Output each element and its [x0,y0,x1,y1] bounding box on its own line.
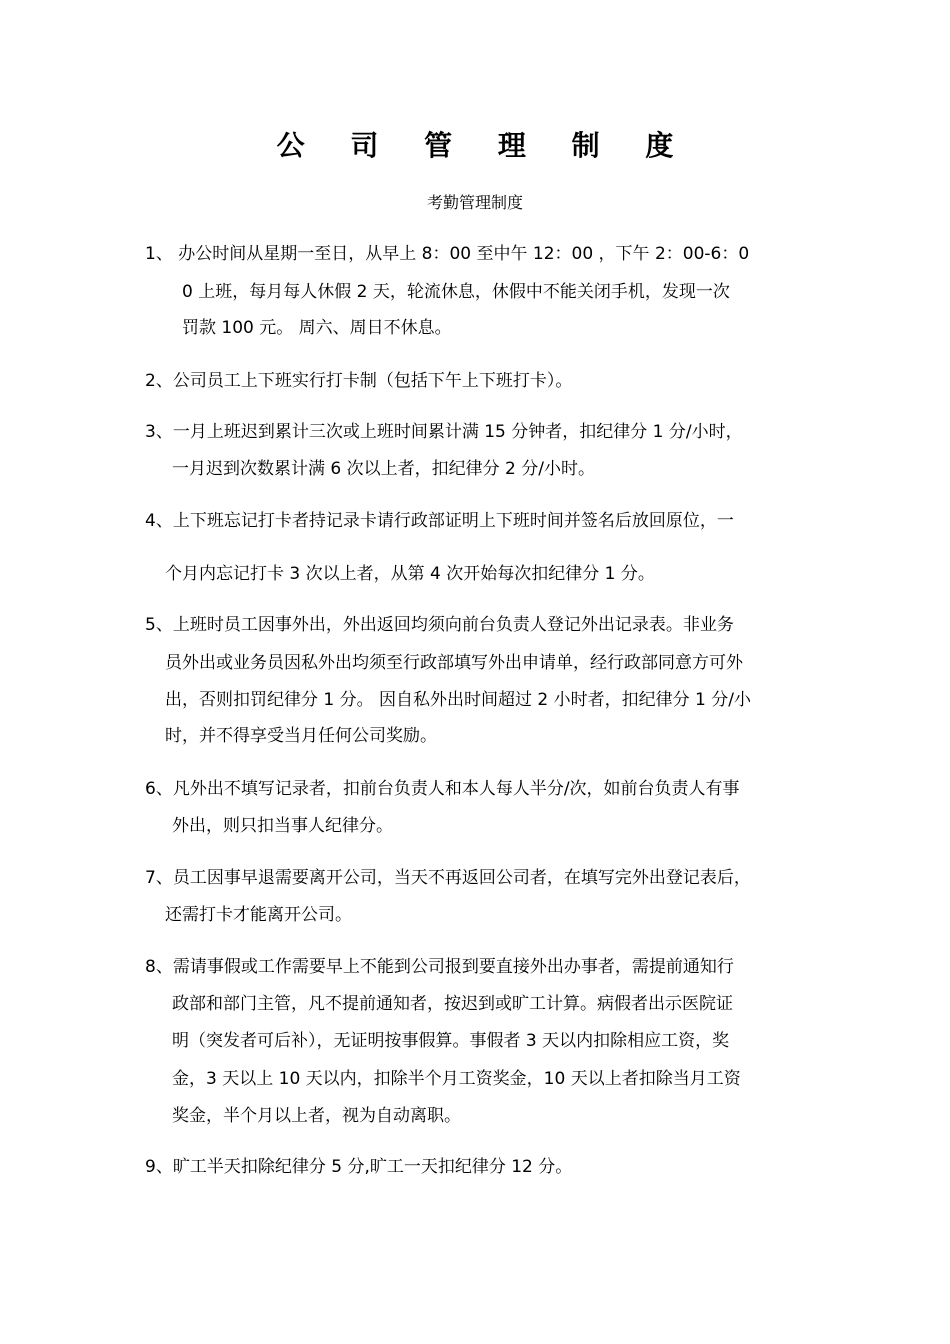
rule-1-line-1: 1、 办公时间从星期一至日，从早上 8：00 至中午 12：00 ，下午 2：00-6：0 [145,244,750,264]
rule-6-line-2: 外出，则只扣当事人纪律分。 [172,816,393,836]
rule-2-line-1: 2、公司员工上下班实行打卡制（包括下午上下班打卡）。 [145,371,573,391]
rule-4-line-2: 个月内忘记打卡 3 次以上者，从第 4 次开始每次扣纪律分 1 分。 [165,564,655,584]
document-title: 公 司 管 理 制 度 [276,129,692,162]
rule-5-line-1: 5、上班时员工因事外出，外出返回均须向前台负责人登记外出记录表。非业务 [145,615,734,635]
rule-7-line-1: 7、员工因事早退需要离开公司，当天不再返回公司者，在填写完外出登记表后， [145,868,751,888]
rule-1-line-3: 罚款 100 元。 周六、周日不休息。 [182,318,452,338]
rule-5-line-3: 出，否则扣罚纪律分 1 分。 因自私外出时间超过 2 小时者，扣纪律分 1 分/小 [165,690,752,710]
rule-4-line-1: 4、上下班忘记打卡者持记录卡请行政部证明上下班时间并签名后放回原位，一 [145,511,734,531]
rule-8-line-5: 奖金，半个月以上者，视为自动离职。 [172,1106,461,1126]
rule-8-line-2: 政部和部门主管，凡不提前通知者，按迟到或旷工计算。病假者出示医院证 [172,994,733,1014]
rule-3-line-2: 一月迟到次数累计满 6 次以上者，扣纪律分 2 分/小时。 [172,459,595,479]
rule-8-line-1: 8、需请事假或工作需要早上不能到公司报到要直接外出办事者，需提前通知行 [145,957,734,977]
rule-1-line-2: 0 上班，每月每人休假 2 天，轮流休息，休假中不能关闭手机，发现一次 [182,282,730,302]
rule-9-line-1: 9、旷工半天扣除纪律分 5 分,旷工一天扣纪律分 12 分。 [145,1157,573,1177]
rule-6-line-1: 6、凡外出不填写记录者，扣前台负责人和本人每人半分/次，如前台负责人有事 [145,779,740,799]
document-subtitle: 考勤管理制度 [426,193,523,212]
rule-8-line-3: 明（突发者可后补），无证明按事假算。事假者 3 天以内扣除相应工资，奖 [172,1031,730,1051]
rule-3-line-1: 3、一月上班迟到累计三次或上班时间累计满 15 分钟者，扣纪律分 1 分/小时， [145,422,743,442]
rule-8-line-4: 金，3 天以上 10 天以内，扣除半个月工资奖金，10 天以上者扣除当月工资 [172,1069,741,1089]
rule-5-line-2: 员外出或业务员因私外出均须至行政部填写外出申请单，经行政部同意方可外 [165,653,743,673]
rule-7-line-2: 还需打卡才能离开公司。 [165,905,352,925]
rule-5-line-4: 时，并不得享受当月任何公司奖励。 [165,726,437,746]
